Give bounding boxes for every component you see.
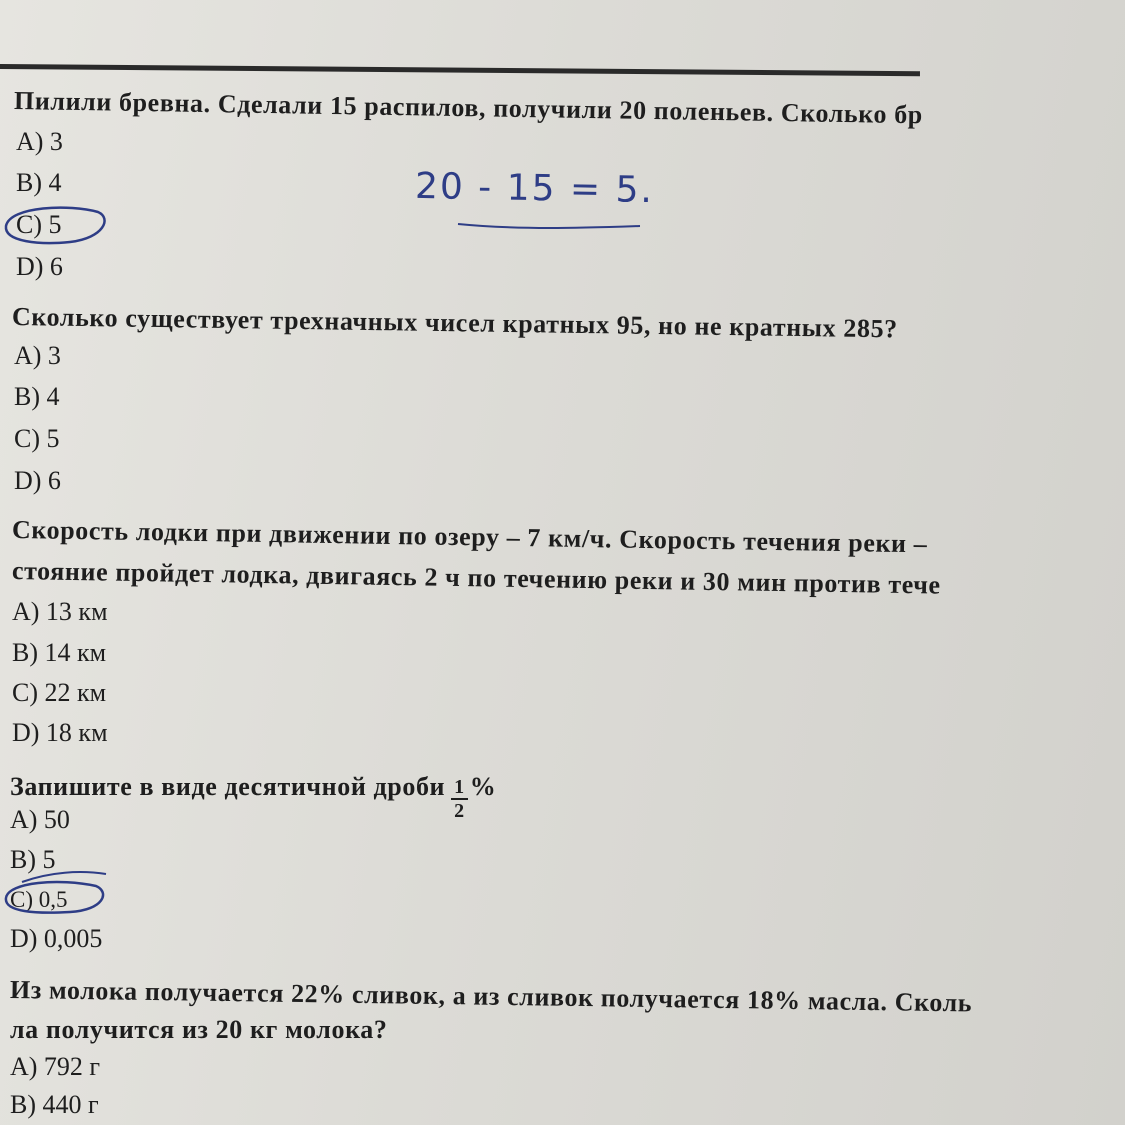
- question-2-option-a: A) 3: [14, 341, 61, 370]
- question-3-option-b: B) 14 км: [12, 638, 107, 667]
- question-1-option-b: B) 4: [16, 168, 62, 197]
- question-5-text-line-2: ла получится из 20 кг молока?: [10, 1015, 388, 1044]
- question-4-option-d: D) 0,005: [10, 924, 103, 953]
- question-5-text-line-1: Из молока получается 22% сливок, а из сливок получается 18% масла. Сколь: [9, 975, 973, 1018]
- question-4-option-a: A) 50: [10, 805, 70, 834]
- question-4-option-b: B) 5: [10, 845, 56, 874]
- question-3-text-line-2: стояние пройдет лодка, двигаясь 2 ч по течению реки и 30 мин против тече: [11, 556, 941, 600]
- fraction: [451, 776, 468, 822]
- question-2-option-c: C) 5: [14, 424, 60, 453]
- fraction-numerator: 1: [451, 776, 468, 800]
- question-3-option-d: D) 18 км: [12, 718, 108, 747]
- question-4-prompt: Запишите в виде десятичной дроби: [10, 771, 446, 801]
- question-4-option-c: C) 0,5: [10, 887, 68, 912]
- percent-sign: %: [469, 771, 497, 801]
- top-rule: [0, 64, 920, 76]
- underline-calculation: [458, 224, 640, 228]
- question-1-text: Пилили бревна. Сделали 15 распилов, получили 20 поленьев. Сколько бр: [13, 86, 924, 130]
- question-1-option-a: A) 3: [16, 127, 63, 156]
- handwritten-calculation: 20 - 15 = 5.: [414, 165, 655, 212]
- question-3-option-c: C) 22 км: [12, 678, 107, 707]
- question-3-option-a: A) 13 км: [12, 597, 108, 626]
- fraction-denominator: 2: [454, 800, 465, 822]
- question-3-text-line-1: Скорость лодки при движении по озеру – 7 км/ч. Скорость течения реки –: [11, 515, 928, 559]
- question-1-option-d: D) 6: [16, 252, 63, 281]
- question-2-text: Сколько существует трехначных чисел кратных 95, но не кратных 285?: [11, 302, 898, 344]
- question-2-option-d: D) 6: [14, 466, 61, 495]
- question-5-option-b: B) 440 г: [10, 1090, 99, 1119]
- question-1-option-c: C) 5: [16, 210, 62, 239]
- question-2-option-b: B) 4: [14, 382, 60, 411]
- question-5-option-a: A) 792 г: [10, 1052, 101, 1081]
